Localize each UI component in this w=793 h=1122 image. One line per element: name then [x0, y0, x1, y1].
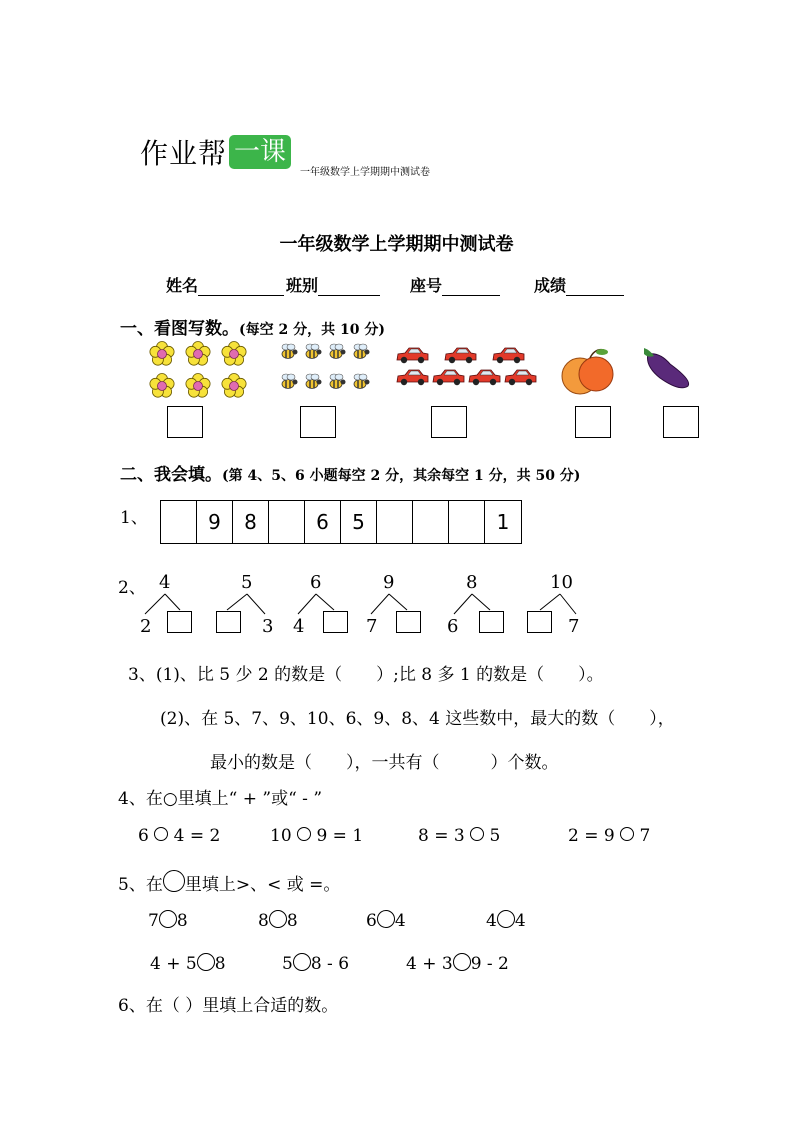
logo-text: 作业帮 [140, 137, 228, 170]
q5-circle[interactable] [497, 910, 515, 928]
q4-right: 9 = 1 [316, 826, 364, 846]
score-field[interactable] [534, 273, 624, 296]
q5-circle[interactable] [197, 953, 215, 971]
tree-left-number: 4 [293, 616, 305, 637]
q1-cell[interactable] [413, 501, 449, 543]
tree-right-number: 7 [568, 616, 580, 637]
tree-top-number: 5 [241, 572, 253, 593]
logo [140, 132, 291, 172]
answer-box-bees[interactable] [300, 406, 336, 438]
q6-label: 6、在（ ）里填上合适的数。 [118, 996, 339, 1016]
q4-circle[interactable] [154, 827, 168, 841]
tree-left-number: 7 [366, 616, 378, 637]
q1-cell: 5 [341, 501, 377, 543]
q4-circle[interactable] [620, 827, 634, 841]
q5-circle[interactable] [453, 953, 471, 971]
q3-line1: 3、(1)、比 5 少 2 的数是（ ）;比 8 多 1 的数是（ ）。 [128, 665, 604, 685]
answer-box-flowers[interactable] [167, 406, 203, 438]
class-field[interactable] [286, 273, 380, 296]
q1-cell: 6 [305, 501, 341, 543]
q3-line2: (2)、在 5、7、9、10、6、9、8、4 这些数中，最大的数（ ）， [160, 709, 675, 729]
seat-label: 座号 [410, 276, 443, 295]
q1-cell[interactable] [449, 501, 485, 543]
q5-label-prefix: 5、在 [118, 875, 163, 895]
q5-circle[interactable] [377, 910, 395, 928]
q5-left: 6 [366, 911, 377, 931]
q5-item [282, 953, 349, 974]
q4-item [138, 826, 220, 846]
tree-top-number: 9 [383, 572, 395, 593]
q5-item [406, 953, 509, 974]
q1-cell: 1 [496, 510, 510, 534]
answer-box-eggplant[interactable] [663, 406, 699, 438]
class-blank[interactable] [318, 277, 380, 296]
q4-circle[interactable] [297, 827, 311, 841]
q1-label: 1、 [120, 508, 148, 528]
header-subtitle: 一年级数学上学期期中测试卷 [300, 167, 430, 178]
q1-cell[interactable] [269, 501, 305, 543]
q4-item [418, 826, 500, 846]
q5-label [118, 870, 340, 895]
q5-item [486, 910, 526, 931]
q5-right: 8 - 6 [310, 954, 350, 974]
q5-item [150, 953, 226, 974]
score-label: 成绩 [534, 276, 567, 295]
tree-answer-box[interactable] [479, 611, 504, 633]
q4-right: 7 [639, 826, 651, 846]
q4-left: 6 [138, 826, 149, 846]
tree-top-number: 6 [310, 572, 322, 593]
q5-circle[interactable] [293, 953, 311, 971]
section2-note: (第 4、5、6 小题每空 2 分，其余每空 1 分，共 50 分) [222, 468, 581, 484]
tree-top-number: 4 [159, 572, 171, 593]
tree-left-number: 2 [140, 616, 152, 637]
q5-right: 4 [394, 911, 406, 931]
q4-right: 5 [489, 826, 501, 846]
class-label: 班别 [286, 276, 319, 295]
name-field[interactable] [166, 273, 284, 296]
name-blank[interactable] [198, 277, 284, 296]
q5-left: 4 [486, 911, 497, 931]
tree-right-number: 3 [262, 616, 274, 637]
seat-blank[interactable] [442, 277, 500, 296]
q5-right: 8 [286, 911, 298, 931]
q1-cell: 8 [233, 501, 269, 543]
q5-right: 8 [214, 954, 226, 974]
picture-row [140, 338, 700, 402]
q5-item [258, 910, 298, 931]
q1-cell: 9 [197, 501, 233, 543]
tree-left-number: 6 [447, 616, 459, 637]
answer-box-apple[interactable] [575, 406, 611, 438]
section2-title: 二、我会填。 [120, 465, 222, 485]
section1-heading [120, 314, 385, 339]
q4-label: 4、在○里填上“ + ”或“ - ” [118, 789, 323, 809]
tree-answer-box[interactable] [216, 611, 241, 633]
section1-title: 一、看图写数。 [120, 319, 239, 339]
q3-line3: 最小的数是（ ），一共有（ ）个数。 [210, 753, 559, 773]
circle-icon [163, 870, 185, 892]
q5-left: 5 [282, 954, 293, 974]
q5-left: 8 [258, 911, 269, 931]
score-blank[interactable] [566, 277, 624, 296]
q5-right: 4 [514, 911, 526, 931]
logo-badge: 一课 [229, 135, 291, 169]
page-title: 一年级数学上学期期中测试卷 [279, 234, 514, 255]
q5-right: 8 [176, 911, 188, 931]
q4-item [568, 826, 650, 846]
q5-item [148, 910, 188, 931]
q4-item [270, 826, 363, 846]
tree-answer-box[interactable] [396, 611, 421, 633]
tree-answer-box[interactable] [527, 611, 552, 633]
q4-left: 8 = 3 [418, 826, 465, 846]
q5-left: 7 [148, 911, 159, 931]
name-label: 姓名 [166, 276, 199, 295]
q4-circle[interactable] [470, 827, 484, 841]
q5-circle[interactable] [269, 910, 287, 928]
tree-top-number: 8 [466, 572, 478, 593]
q5-item [366, 910, 406, 931]
q5-right: 9 - 2 [470, 954, 509, 974]
q5-left: 4 + 5 [150, 954, 197, 974]
q2-label: 2、 [118, 578, 146, 598]
q5-label-suffix: 里填上>、< 或 =。 [184, 875, 341, 895]
q1-cell[interactable] [377, 501, 413, 543]
seat-field[interactable] [410, 273, 500, 296]
q1-number-grid [160, 500, 522, 544]
tree-top-number: 10 [550, 572, 573, 593]
tree-answer-box[interactable] [167, 611, 192, 633]
q1-cell[interactable] [161, 501, 197, 543]
q4-left: 2 = 9 [568, 826, 615, 846]
q5-left: 4 + 3 [406, 954, 453, 974]
q4-right: 4 = 2 [173, 826, 221, 846]
q4-left: 10 [270, 826, 292, 846]
answer-box-cars[interactable] [431, 406, 467, 438]
section1-note: (每空 2 分，共 10 分) [239, 322, 385, 338]
section2-heading [120, 460, 580, 485]
q5-circle[interactable] [159, 910, 177, 928]
tree-answer-box[interactable] [323, 611, 348, 633]
